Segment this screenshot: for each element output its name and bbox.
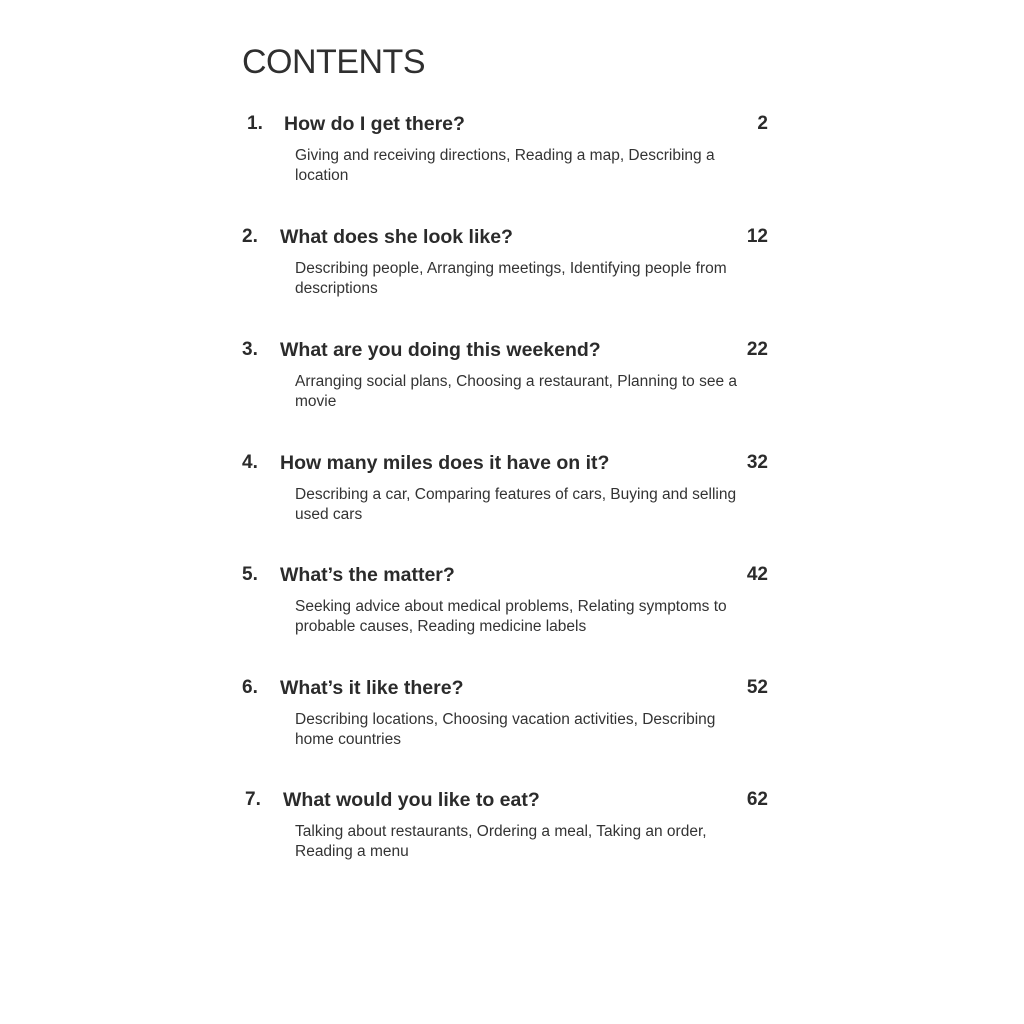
toc-entry-number: 1. [247, 113, 263, 134]
toc-entry-title: How many miles does it have on it? [280, 452, 610, 474]
toc-entry-description: Arranging social plans, Choosing a restaurant, Planning to see a movie [295, 373, 738, 410]
toc-entry-5 [242, 561, 768, 635]
toc-entry-heading [242, 449, 768, 477]
toc-entry-page: 32 [746, 452, 768, 473]
toc-entry-number: 5. [242, 564, 258, 585]
toc-entry-page: 62 [746, 789, 768, 810]
toc-entry-2 [242, 223, 768, 297]
toc-entry-page: 2 [757, 113, 768, 134]
toc-entry-number: 2. [242, 226, 258, 247]
toc-entry-title: What would you like to eat? [283, 789, 540, 811]
toc-entry-heading [242, 561, 768, 589]
toc-entry-heading [242, 223, 768, 251]
toc-entry-6 [242, 674, 768, 748]
toc-entry-title: How do I get there? [284, 113, 465, 135]
toc-entry-description: Describing a car, Comparing features of cars, Buying and selling used cars [295, 486, 737, 523]
toc-entry-number: 7. [245, 789, 261, 810]
toc-entry-page: 42 [746, 564, 768, 585]
toc-entry-number: 3. [242, 339, 258, 360]
toc-entry-description: Giving and receiving directions, Reading a map, Describing a location [295, 147, 715, 184]
toc-entry-3 [242, 336, 768, 410]
toc-entry-7 [242, 786, 768, 860]
toc-entry-description: Seeking advice about medical problems, Relating symptoms to probable causes, Reading medicine labels [295, 598, 727, 635]
toc-entry-description: Describing people, Arranging meetings, Identifying people from descriptions [295, 260, 727, 297]
toc-entry-title: What’s it like there? [280, 677, 464, 699]
toc-entry-number: 4. [242, 452, 258, 473]
toc-entry-description: Talking about restaurants, Ordering a meal, Taking an order, Reading a menu [295, 823, 707, 860]
toc-entry-description: Describing locations, Choosing vacation activities, Describing home countries [295, 711, 716, 748]
toc-entry-heading [242, 786, 768, 814]
toc-entry-title: What’s the matter? [280, 564, 455, 586]
toc-entry-page: 22 [746, 339, 768, 360]
toc-entry-heading [242, 674, 768, 702]
toc-entry-title: What are you doing this weekend? [280, 339, 601, 361]
toc-entry-page: 52 [746, 677, 768, 698]
toc-entry-heading [242, 336, 768, 364]
toc-entry-title: What does she look like? [280, 226, 513, 248]
page-title: CONTENTS [242, 43, 425, 81]
toc-entry-number: 6. [242, 677, 258, 698]
toc-entry-4 [242, 449, 768, 523]
toc-entry-page: 12 [746, 226, 768, 247]
toc-entry-heading [242, 110, 768, 138]
toc-entry-1 [242, 110, 768, 184]
